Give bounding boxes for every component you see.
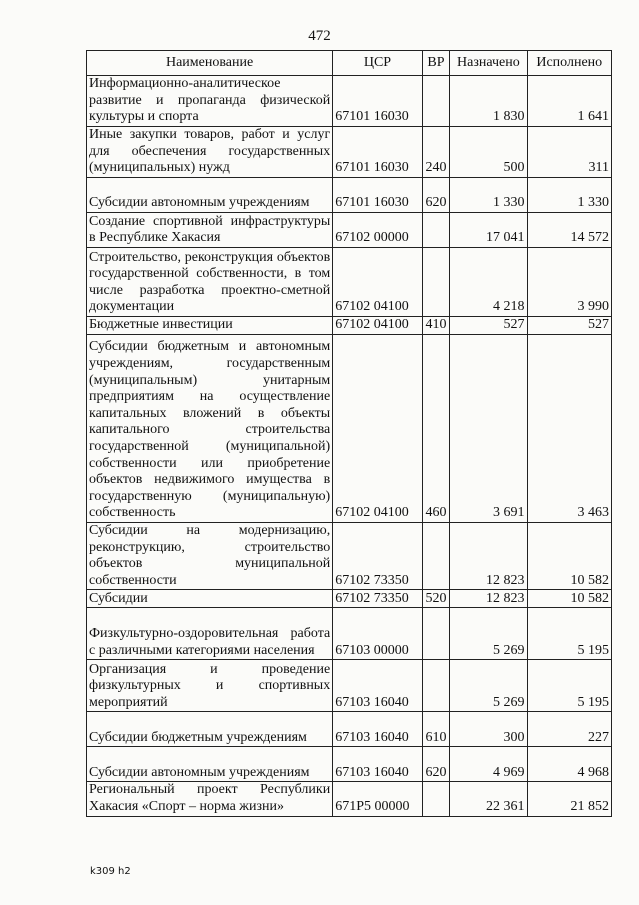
table-row <box>87 335 612 523</box>
cell-planned: 5 269 <box>450 608 527 660</box>
cell-planned: 3 691 <box>450 335 527 523</box>
header-planned: Назначено <box>450 51 527 76</box>
table-row <box>87 248 612 317</box>
cell-planned: 17 041 <box>450 213 527 248</box>
cell-vr <box>422 248 449 317</box>
cell-vr: 520 <box>422 590 449 608</box>
cell-name: Иные закупки товаров, работ и услуг для обеспечения государственных (муниципальных) нужд <box>87 127 333 178</box>
cell-executed: 3 990 <box>527 248 611 317</box>
cell-executed: 10 582 <box>527 590 611 608</box>
cell-csr: 67103 16040 <box>333 660 423 712</box>
table-row <box>87 213 612 248</box>
cell-executed: 3 463 <box>527 335 611 523</box>
cell-planned: 22 361 <box>450 782 527 816</box>
cell-csr: 671P5 00000 <box>333 782 423 816</box>
cell-name: Субсидии автономным учреждениям <box>87 747 333 782</box>
table-header-row <box>87 51 612 76</box>
table-row <box>87 747 612 782</box>
table-row <box>87 523 612 590</box>
cell-executed: 227 <box>527 712 611 747</box>
table-row <box>87 712 612 747</box>
cell-name: Бюджетные инвестиции <box>87 317 333 335</box>
cell-vr: 240 <box>422 127 449 178</box>
header-name: Наименование <box>87 51 333 76</box>
cell-vr: 410 <box>422 317 449 335</box>
cell-planned: 4 218 <box>450 248 527 317</box>
table-row <box>87 317 612 335</box>
cell-executed: 1 641 <box>527 76 611 127</box>
cell-name: Субсидии на модернизацию, реконструкцию, строительство объектов муниципальной собственности <box>87 523 333 590</box>
table-row <box>87 178 612 213</box>
cell-name: Субсидии автономным учреждениям <box>87 178 333 213</box>
footer-code: k309 h2 <box>90 866 131 877</box>
cell-name: Физкультурно-оздоровительная работа с различными категориями населения <box>87 608 333 660</box>
page-number: 472 <box>308 28 331 44</box>
budget-table <box>86 50 612 817</box>
cell-name: Региональный проект Республики Хакасия «Спорт – норма жизни» <box>87 782 333 816</box>
cell-name: Строительство, реконструкция объектов государственной собственности, в том числе разработка проектно-сметной документации <box>87 248 333 317</box>
cell-vr: 460 <box>422 335 449 523</box>
table-row <box>87 782 612 816</box>
cell-planned: 12 823 <box>450 590 527 608</box>
table-row <box>87 127 612 178</box>
cell-executed: 21 852 <box>527 782 611 816</box>
cell-executed: 5 195 <box>527 608 611 660</box>
cell-csr: 67101 16030 <box>333 127 423 178</box>
cell-vr <box>422 523 449 590</box>
cell-csr: 67103 16040 <box>333 747 423 782</box>
table-row <box>87 76 612 127</box>
cell-csr: 67101 16030 <box>333 178 423 213</box>
cell-name: Организация и проведение физкультурных и спортивных мероприятий <box>87 660 333 712</box>
cell-csr: 67101 16030 <box>333 76 423 127</box>
cell-vr <box>422 213 449 248</box>
cell-planned: 500 <box>450 127 527 178</box>
cell-executed: 311 <box>527 127 611 178</box>
cell-vr <box>422 76 449 127</box>
cell-name: Субсидии бюджетным учреждениям <box>87 712 333 747</box>
cell-planned: 1 330 <box>450 178 527 213</box>
cell-vr: 620 <box>422 747 449 782</box>
cell-csr: 67102 73350 <box>333 523 423 590</box>
header-vr: ВР <box>422 51 449 76</box>
cell-planned: 12 823 <box>450 523 527 590</box>
cell-executed: 4 968 <box>527 747 611 782</box>
cell-csr: 67102 00000 <box>333 213 423 248</box>
cell-csr: 67102 04100 <box>333 335 423 523</box>
cell-csr: 67102 04100 <box>333 317 423 335</box>
cell-planned: 527 <box>450 317 527 335</box>
cell-name: Субсидии бюджетным и автономным учреждениям, государственным (муниципальным) унитарным предприятиям на осуществление капитальных вложений в объекты капитального строительства государственной (муниципальной) собственности или приобретение объектов недвижимого имущества в государственную (муниципальную) собственность <box>87 335 333 523</box>
cell-name: Информационно-аналитическое развитие и пропаганда физической культуры и спорта <box>87 76 333 127</box>
cell-planned: 5 269 <box>450 660 527 712</box>
cell-csr: 67102 04100 <box>333 248 423 317</box>
cell-executed: 1 330 <box>527 178 611 213</box>
cell-csr: 67102 73350 <box>333 590 423 608</box>
cell-vr <box>422 608 449 660</box>
table-row <box>87 608 612 660</box>
header-csr: ЦСР <box>333 51 423 76</box>
cell-vr: 610 <box>422 712 449 747</box>
cell-executed: 527 <box>527 317 611 335</box>
table-row <box>87 660 612 712</box>
table-row <box>87 590 612 608</box>
cell-csr: 67103 16040 <box>333 712 423 747</box>
cell-vr <box>422 782 449 816</box>
header-executed: Исполнено <box>527 51 611 76</box>
cell-name: Субсидии <box>87 590 333 608</box>
cell-name: Создание спортивной инфраструктуры в Республике Хакасия <box>87 213 333 248</box>
cell-planned: 300 <box>450 712 527 747</box>
cell-planned: 1 830 <box>450 76 527 127</box>
cell-vr: 620 <box>422 178 449 213</box>
cell-planned: 4 969 <box>450 747 527 782</box>
cell-executed: 10 582 <box>527 523 611 590</box>
cell-vr <box>422 660 449 712</box>
cell-csr: 67103 00000 <box>333 608 423 660</box>
cell-executed: 5 195 <box>527 660 611 712</box>
cell-executed: 14 572 <box>527 213 611 248</box>
